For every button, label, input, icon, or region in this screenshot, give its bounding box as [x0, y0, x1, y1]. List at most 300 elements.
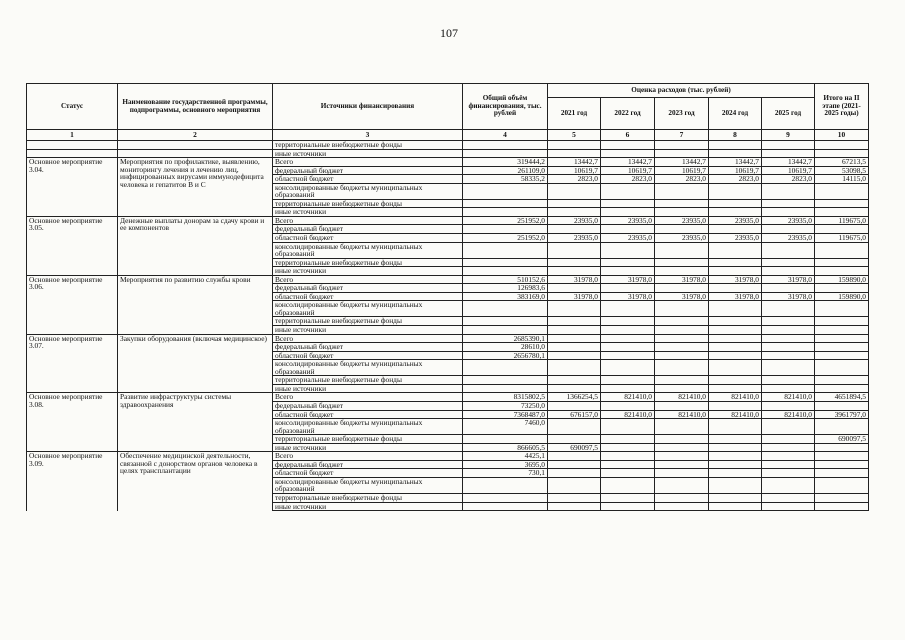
- value-y2022: 13442,7: [601, 158, 655, 167]
- value-y2025: 23935,0: [762, 216, 815, 225]
- header-total: Общий объём финансирования, тыс. рублей: [463, 84, 548, 130]
- column-number: 2: [118, 130, 273, 141]
- measure-title: Закупки оборудования (включая медицинское): [118, 334, 273, 393]
- measure-status: Основное мероприятие 3.09.: [27, 452, 118, 511]
- value-stage: [815, 360, 869, 376]
- value-y2021: [548, 284, 601, 293]
- value-y2021: [548, 225, 601, 234]
- value-y2022: [601, 376, 655, 385]
- measure-title: Обеспечение медицинской деятельности, связанной с донорством органов человека в целях трансплантации: [118, 452, 273, 511]
- value-y2023: [655, 493, 709, 502]
- value-stage: [815, 183, 869, 199]
- measure-title: Мероприятия по профилактике, выявлению, мониторингу лечения и лечению лиц, инфицированных вирусами иммунодефицита человека и гепатитов B и C: [118, 158, 273, 217]
- value-y2022: 2823,0: [601, 175, 655, 184]
- value-stage: 159890,0: [815, 292, 869, 301]
- value-total: [463, 326, 548, 335]
- value-y2022: 23935,0: [601, 234, 655, 243]
- value-y2021: 23935,0: [548, 216, 601, 225]
- header-2022: 2022 год: [601, 98, 655, 130]
- value-y2022: [601, 326, 655, 335]
- value-total: [463, 384, 548, 393]
- table-row: [27, 149, 869, 158]
- value-stage: 14115,0: [815, 175, 869, 184]
- value-total: [463, 376, 548, 385]
- value-y2023: [655, 141, 709, 150]
- value-y2025: [762, 199, 815, 208]
- value-y2022: [601, 401, 655, 410]
- measure-title: Развитие инфраструктуры системы здравоохранения: [118, 393, 273, 452]
- value-y2025: [762, 284, 815, 293]
- value-y2021: [548, 469, 601, 478]
- column-number: 1: [27, 130, 118, 141]
- value-y2023: 10619,7: [655, 166, 709, 175]
- column-number: 6: [601, 130, 655, 141]
- financing-source: иные источники: [273, 149, 463, 158]
- value-y2024: [709, 258, 762, 267]
- value-y2021: 23935,0: [548, 234, 601, 243]
- value-y2021: [548, 301, 601, 317]
- value-total: [463, 208, 548, 217]
- value-stage: [815, 284, 869, 293]
- value-y2021: [548, 477, 601, 493]
- value-y2023: [655, 360, 709, 376]
- value-y2022: [601, 419, 655, 435]
- value-stage: [815, 477, 869, 493]
- measure-title: Денежные выплаты донорам за сдачу крови и ее компонентов: [118, 216, 273, 275]
- value-stage: [815, 301, 869, 317]
- value-y2023: [655, 334, 709, 343]
- value-y2025: [762, 267, 815, 276]
- value-y2022: [601, 267, 655, 276]
- table-row: [27, 216, 869, 225]
- value-y2023: [655, 208, 709, 217]
- financing-source: областной бюджет: [273, 351, 463, 360]
- financing-source: областной бюджет: [273, 469, 463, 478]
- value-total: 251952,0: [463, 234, 548, 243]
- header-2024: 2024 год: [709, 98, 762, 130]
- column-number: 10: [815, 130, 869, 141]
- table-row: [27, 452, 869, 461]
- value-total: [463, 435, 548, 444]
- financing-source: консолидированные бюджеты муниципальных образований: [273, 360, 463, 376]
- value-y2022: 821410,0: [601, 410, 655, 419]
- value-y2021: [548, 493, 601, 502]
- value-y2023: [655, 435, 709, 444]
- value-y2022: [601, 502, 655, 511]
- header-name: Наименование государственной программы, подпрограммы, основного мероприятия: [118, 84, 273, 130]
- value-y2024: [709, 326, 762, 335]
- value-y2021: [548, 267, 601, 276]
- value-y2024: 13442,7: [709, 158, 762, 167]
- value-y2024: 23935,0: [709, 216, 762, 225]
- value-y2023: 31978,0: [655, 292, 709, 301]
- value-y2023: 821410,0: [655, 410, 709, 419]
- value-y2024: [709, 301, 762, 317]
- value-stage: 119675,0: [815, 216, 869, 225]
- value-y2025: 821410,0: [762, 393, 815, 402]
- value-y2021: 676157,0: [548, 410, 601, 419]
- financing-source: областной бюджет: [273, 234, 463, 243]
- value-y2022: [601, 477, 655, 493]
- value-total: 4425,1: [463, 452, 548, 461]
- value-y2025: [762, 443, 815, 452]
- value-y2021: [548, 141, 601, 150]
- value-y2021: 31978,0: [548, 292, 601, 301]
- value-y2021: [548, 326, 601, 335]
- value-y2025: 31978,0: [762, 292, 815, 301]
- value-y2022: [601, 141, 655, 150]
- value-y2024: [709, 376, 762, 385]
- value-y2022: [601, 343, 655, 352]
- value-y2025: [762, 493, 815, 502]
- financing-source: иные источники: [273, 502, 463, 511]
- value-stage: [815, 469, 869, 478]
- value-stage: [815, 326, 869, 335]
- value-stage: [815, 384, 869, 393]
- value-y2023: [655, 401, 709, 410]
- value-y2025: 10619,7: [762, 166, 815, 175]
- value-stage: 159890,0: [815, 275, 869, 284]
- value-y2025: [762, 460, 815, 469]
- value-y2022: 10619,7: [601, 166, 655, 175]
- value-y2025: [762, 242, 815, 258]
- value-y2023: [655, 469, 709, 478]
- financing-source: Всего: [273, 393, 463, 402]
- value-y2023: [655, 326, 709, 335]
- value-y2025: [762, 376, 815, 385]
- value-y2025: [762, 343, 815, 352]
- value-y2021: [548, 360, 601, 376]
- value-total: 2656780,1: [463, 351, 548, 360]
- value-y2023: [655, 301, 709, 317]
- value-y2021: [548, 317, 601, 326]
- financing-source: областной бюджет: [273, 292, 463, 301]
- header-stage-total: Итого на II этапе (2021-2025 годы): [815, 84, 869, 130]
- value-total: [463, 493, 548, 502]
- value-y2021: [548, 149, 601, 158]
- header-source: Источники финансирования: [273, 84, 463, 130]
- measure-status: Основное мероприятие 3.06.: [27, 275, 118, 334]
- column-number: 5: [548, 130, 601, 141]
- value-stage: [815, 460, 869, 469]
- value-y2023: [655, 225, 709, 234]
- value-total: 8315802,5: [463, 393, 548, 402]
- value-y2021: [548, 384, 601, 393]
- value-y2022: [601, 384, 655, 393]
- financing-source: территориальные внебюджетные фонды: [273, 258, 463, 267]
- value-total: [463, 477, 548, 493]
- financing-table: [26, 83, 869, 511]
- value-stage: [815, 493, 869, 502]
- financing-source: Всего: [273, 158, 463, 167]
- value-y2022: [601, 360, 655, 376]
- financing-source: иные источники: [273, 267, 463, 276]
- value-y2024: [709, 360, 762, 376]
- value-total: [463, 141, 548, 150]
- status-cell: [27, 141, 118, 150]
- financing-source: иные источники: [273, 208, 463, 217]
- value-total: [463, 258, 548, 267]
- value-y2023: 2823,0: [655, 175, 709, 184]
- value-y2021: 10619,7: [548, 166, 601, 175]
- value-total: 28610,0: [463, 343, 548, 352]
- financing-source: территориальные внебюджетные фонды: [273, 493, 463, 502]
- value-y2024: [709, 334, 762, 343]
- value-y2024: [709, 443, 762, 452]
- value-y2021: [548, 208, 601, 217]
- header-2023: 2023 год: [655, 98, 709, 130]
- header-status: Статус: [27, 84, 118, 130]
- value-y2025: [762, 334, 815, 343]
- value-stage: 690097,5: [815, 435, 869, 444]
- value-y2022: [601, 183, 655, 199]
- value-y2021: [548, 258, 601, 267]
- value-y2024: [709, 242, 762, 258]
- value-y2022: [601, 225, 655, 234]
- financing-source: федеральный бюджет: [273, 343, 463, 352]
- value-y2023: [655, 149, 709, 158]
- value-total: [463, 360, 548, 376]
- value-total: [463, 301, 548, 317]
- value-y2022: [601, 443, 655, 452]
- value-y2021: [548, 199, 601, 208]
- value-y2023: [655, 343, 709, 352]
- column-number: 7: [655, 130, 709, 141]
- value-y2021: 690097,5: [548, 443, 601, 452]
- value-y2023: [655, 419, 709, 435]
- measure-status: Основное мероприятие 3.04.: [27, 158, 118, 217]
- value-y2025: [762, 502, 815, 511]
- table-row: [27, 158, 869, 167]
- value-y2025: [762, 452, 815, 461]
- value-y2022: [601, 208, 655, 217]
- value-y2024: [709, 460, 762, 469]
- measure-status: Основное мероприятие 3.07.: [27, 334, 118, 393]
- value-stage: [815, 343, 869, 352]
- value-y2025: 13442,7: [762, 158, 815, 167]
- value-y2024: 821410,0: [709, 410, 762, 419]
- value-y2021: [548, 242, 601, 258]
- value-stage: [815, 208, 869, 217]
- value-y2022: [601, 284, 655, 293]
- value-y2021: [548, 435, 601, 444]
- value-y2023: [655, 183, 709, 199]
- value-y2025: [762, 141, 815, 150]
- financing-source: территориальные внебюджетные фонды: [273, 376, 463, 385]
- value-y2024: [709, 199, 762, 208]
- value-y2023: [655, 258, 709, 267]
- value-stage: 53098,5: [815, 166, 869, 175]
- value-y2021: 31978,0: [548, 275, 601, 284]
- financing-source: иные источники: [273, 384, 463, 393]
- value-y2025: [762, 401, 815, 410]
- value-stage: [815, 242, 869, 258]
- value-y2022: [601, 317, 655, 326]
- value-total: 58335,2: [463, 175, 548, 184]
- title-cell: [118, 149, 273, 158]
- value-total: [463, 242, 548, 258]
- financing-source: территориальные внебюджетные фонды: [273, 141, 463, 150]
- value-y2022: [601, 435, 655, 444]
- value-y2021: [548, 401, 601, 410]
- value-total: 383169,0: [463, 292, 548, 301]
- column-number: 3: [273, 130, 463, 141]
- financing-source: областной бюджет: [273, 175, 463, 184]
- value-stage: [815, 141, 869, 150]
- financing-source: федеральный бюджет: [273, 460, 463, 469]
- value-y2023: [655, 502, 709, 511]
- value-y2024: [709, 477, 762, 493]
- value-total: 866605,5: [463, 443, 548, 452]
- value-y2023: [655, 384, 709, 393]
- financing-source: Всего: [273, 452, 463, 461]
- value-y2024: [709, 208, 762, 217]
- value-y2021: [548, 502, 601, 511]
- value-y2021: [548, 351, 601, 360]
- value-total: 7460,0: [463, 419, 548, 435]
- value-y2024: [709, 502, 762, 511]
- value-total: 126983,6: [463, 284, 548, 293]
- value-y2021: [548, 183, 601, 199]
- value-y2023: [655, 351, 709, 360]
- table-row: [27, 393, 869, 402]
- value-y2025: 23935,0: [762, 234, 815, 243]
- value-y2025: 31978,0: [762, 275, 815, 284]
- value-y2024: [709, 493, 762, 502]
- column-number: 8: [709, 130, 762, 141]
- value-stage: [815, 443, 869, 452]
- value-y2022: [601, 199, 655, 208]
- value-y2022: [601, 452, 655, 461]
- value-y2021: [548, 452, 601, 461]
- measure-title: Мероприятия по развитию службы крови: [118, 275, 273, 334]
- value-stage: [815, 351, 869, 360]
- value-y2022: 31978,0: [601, 275, 655, 284]
- page-number: 107: [440, 26, 458, 40]
- value-total: [463, 149, 548, 158]
- value-stage: [815, 317, 869, 326]
- value-y2022: [601, 351, 655, 360]
- value-y2022: [601, 301, 655, 317]
- value-y2025: [762, 419, 815, 435]
- financing-source: консолидированные бюджеты муниципальных образований: [273, 477, 463, 493]
- value-y2025: [762, 225, 815, 234]
- value-y2021: [548, 334, 601, 343]
- value-y2024: 23935,0: [709, 234, 762, 243]
- value-y2024: [709, 284, 762, 293]
- value-y2022: 31978,0: [601, 292, 655, 301]
- value-y2024: [709, 419, 762, 435]
- column-number: 4: [463, 130, 548, 141]
- value-y2023: [655, 452, 709, 461]
- value-y2024: 10619,7: [709, 166, 762, 175]
- value-y2025: [762, 183, 815, 199]
- value-total: [463, 267, 548, 276]
- value-y2024: [709, 267, 762, 276]
- financing-source: территориальные внебюджетные фонды: [273, 317, 463, 326]
- financing-source: консолидированные бюджеты муниципальных образований: [273, 419, 463, 435]
- value-stage: [815, 225, 869, 234]
- value-y2022: [601, 460, 655, 469]
- value-stage: [815, 149, 869, 158]
- value-y2023: [655, 242, 709, 258]
- value-y2024: [709, 225, 762, 234]
- table-row: [27, 334, 869, 343]
- value-y2024: 31978,0: [709, 292, 762, 301]
- value-stage: [815, 419, 869, 435]
- value-y2022: [601, 149, 655, 158]
- value-y2023: 13442,7: [655, 158, 709, 167]
- measure-status: Основное мероприятие 3.05.: [27, 216, 118, 275]
- value-y2021: 2823,0: [548, 175, 601, 184]
- value-y2023: [655, 267, 709, 276]
- value-y2022: [601, 242, 655, 258]
- value-y2021: [548, 460, 601, 469]
- value-y2021: [548, 419, 601, 435]
- value-total: [463, 183, 548, 199]
- value-y2024: [709, 317, 762, 326]
- value-y2024: [709, 141, 762, 150]
- header-2021: 2021 год: [548, 98, 601, 130]
- value-y2023: [655, 443, 709, 452]
- header-estimate: Оценка расходов (тыс. рублей): [548, 84, 815, 98]
- table-row: [27, 275, 869, 284]
- financing-source: иные источники: [273, 326, 463, 335]
- value-y2025: [762, 301, 815, 317]
- value-stage: [815, 502, 869, 511]
- value-y2023: [655, 376, 709, 385]
- financing-source: консолидированные бюджеты муниципальных образований: [273, 301, 463, 317]
- financing-source: территориальные внебюджетные фонды: [273, 435, 463, 444]
- financing-source: федеральный бюджет: [273, 401, 463, 410]
- value-y2025: [762, 435, 815, 444]
- financing-source: федеральный бюджет: [273, 225, 463, 234]
- value-y2024: 821410,0: [709, 393, 762, 402]
- value-y2024: [709, 149, 762, 158]
- value-y2023: 23935,0: [655, 216, 709, 225]
- value-y2022: [601, 469, 655, 478]
- value-stage: [815, 199, 869, 208]
- value-y2023: [655, 317, 709, 326]
- value-y2025: [762, 258, 815, 267]
- financing-source: консолидированные бюджеты муниципальных образований: [273, 183, 463, 199]
- measure-status: Основное мероприятие 3.08.: [27, 393, 118, 452]
- value-y2023: [655, 477, 709, 493]
- value-y2025: [762, 384, 815, 393]
- value-total: 730,1: [463, 469, 548, 478]
- value-total: 73250,0: [463, 401, 548, 410]
- value-total: 2685390,1: [463, 334, 548, 343]
- value-y2025: [762, 149, 815, 158]
- financing-source: территориальные внебюджетные фонды: [273, 199, 463, 208]
- value-y2025: [762, 469, 815, 478]
- value-y2025: [762, 317, 815, 326]
- value-y2025: [762, 360, 815, 376]
- value-y2022: 821410,0: [601, 393, 655, 402]
- value-y2025: [762, 477, 815, 493]
- value-y2023: 31978,0: [655, 275, 709, 284]
- status-cell: [27, 149, 118, 158]
- financing-source: Всего: [273, 216, 463, 225]
- value-y2025: [762, 351, 815, 360]
- value-stage: 4651894,5: [815, 393, 869, 402]
- value-total: 7368487,0: [463, 410, 548, 419]
- value-stage: 119675,0: [815, 234, 869, 243]
- value-total: 261109,0: [463, 166, 548, 175]
- financing-source: Всего: [273, 275, 463, 284]
- table-row: [27, 141, 869, 150]
- value-y2024: 31978,0: [709, 275, 762, 284]
